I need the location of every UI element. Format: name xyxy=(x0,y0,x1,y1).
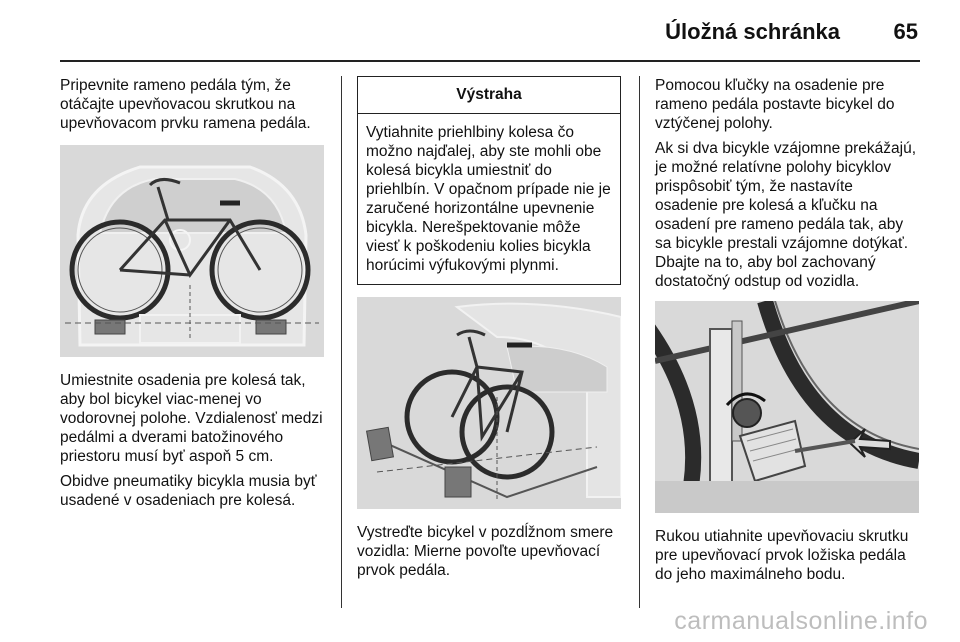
col3-paragraph-1: Pomocou kľučky na osadenie pre rameno pedála postavte bicykel do vztýčenej polohy. xyxy=(655,77,895,132)
figure-bike-on-carrier-rear xyxy=(60,145,324,357)
page-title: Úložná schránka xyxy=(665,19,840,44)
col1-paragraph-3: Obidve pneumatiky bicykla musia byť usadené v osadeniach pre kolesá. xyxy=(60,473,317,509)
warning-text: Vytiahnite priehlbiny kolesa čo možno najďalej, aby ste mohli obe kolesá bicykla umiestniť do priehlbín. V opačnom prípade nie je zaručené horizontálne upevnenie bicykla. Nerešpektovanie môže viesť k poškodeniu kolies bicykla horúcimi výfukovými plynmi. xyxy=(366,124,611,274)
column-1 xyxy=(60,76,324,516)
column-2 xyxy=(357,76,621,586)
col3-paragraph-2: Ak si dva bicykle vzájomne prekážajú, je možné relatívne polohy bicyklov prispôsobiť tým, že nastavíte osadenie pre kolesá a kľučku na osadení pre rameno pedála tak, aby sa bicykle prestali vzájomne dotýkať. Dbajte na to, aby bol zachovaný dostatočný odstup od vozidla. xyxy=(655,140,917,290)
figure-pedal-arm-detail xyxy=(655,301,919,513)
column-divider-2 xyxy=(639,76,640,608)
watermark: carmanualsonline.info xyxy=(674,607,928,635)
page-number: 65 xyxy=(893,19,918,44)
column-3 xyxy=(655,76,919,590)
warning-box xyxy=(357,76,621,285)
col2-paragraph-1: Vystreďte bicykel v pozdĺžnom smere vozidla: Mierne povoľte upevňovací prvok pedála. xyxy=(357,524,614,579)
col1-paragraph-1: Pripevnite rameno pedála tým, že otáčajte upevňovacou skrutkou na upevňovacom prvku ramena pedála. xyxy=(60,77,311,132)
bike-side-illustration xyxy=(357,297,621,509)
page-header xyxy=(60,18,920,62)
bike-rear-illustration xyxy=(60,145,324,357)
header-divider xyxy=(60,60,920,62)
column-divider-1 xyxy=(341,76,342,608)
col1-paragraph-2: Umiestnite osadenia pre kolesá tak, aby bol bicykel viac-menej vo vodorovnej polohe. Vzdialenosť medzi pedálmi a dverami batožinového priestoru musí byť aspoň 5 cm. xyxy=(60,372,323,465)
col3-paragraph-3: Rukou utiahnite upevňovaciu skrutku pre upevňovací prvok ložiska pedála do jeho maximálneho bodu. xyxy=(655,528,909,583)
figure-bike-on-carrier-side xyxy=(357,297,621,509)
pedal-arm-illustration xyxy=(655,301,919,513)
warning-title: Výstraha xyxy=(358,77,620,114)
